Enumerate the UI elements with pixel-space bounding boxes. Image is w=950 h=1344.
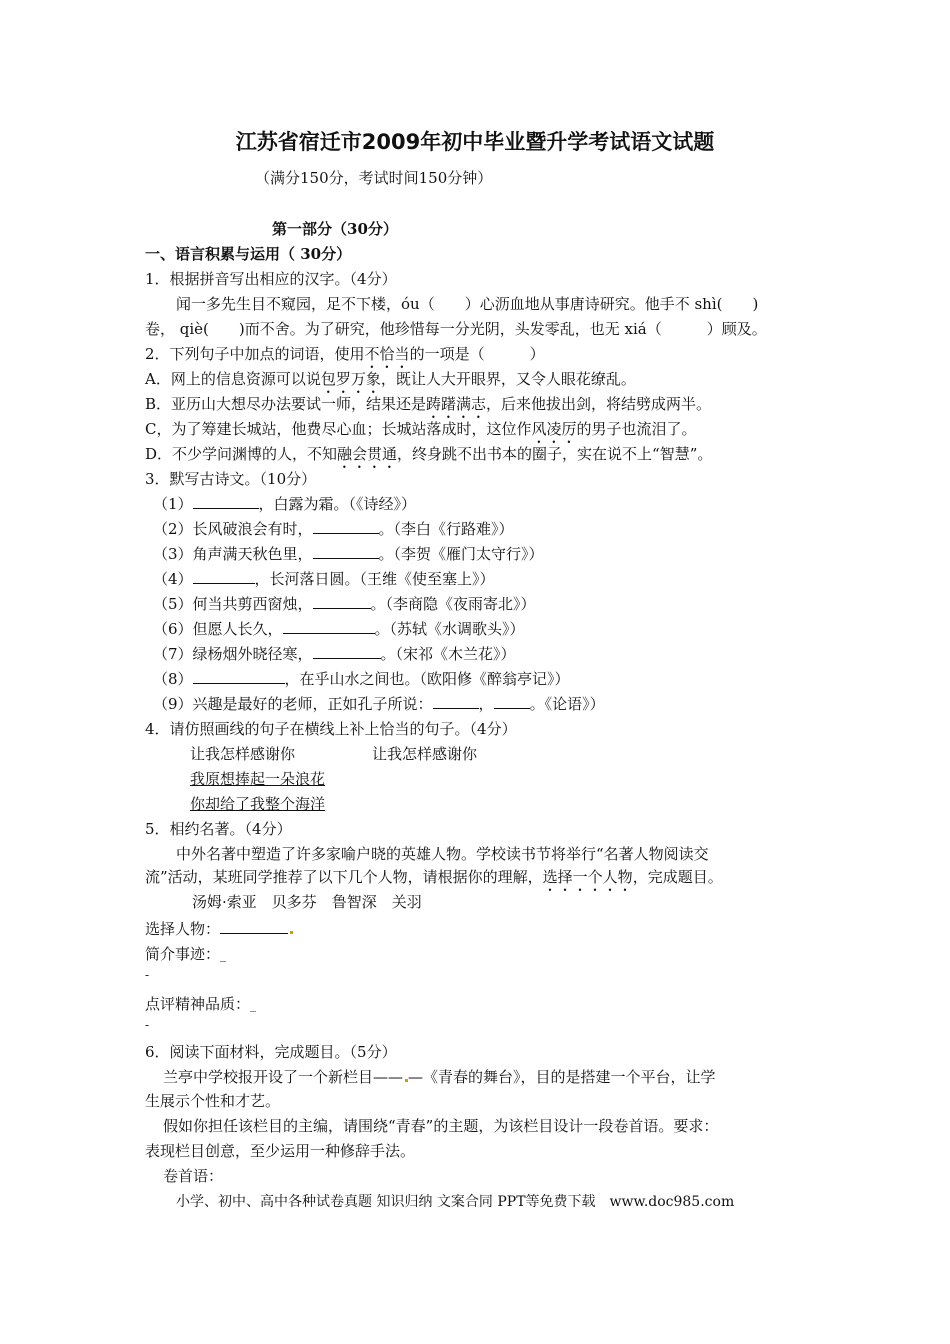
poem-line: 让我怎样感谢你 xyxy=(372,745,478,763)
dash-mark: - xyxy=(145,1018,150,1032)
q2-option-d: D．不少学问渊博的人，不知融会贯通，终身跳不出书本的圈子，实在说不上“智慧”。 xyxy=(145,445,713,463)
comment-label: 点评精神品质：_ xyxy=(145,995,257,1013)
footer-ad: 小学、初中、高中各种试卷真题 知识归纳 文案合同 PPT等免费下载 www.doc985.com xyxy=(176,1194,735,1210)
q3-item-6: （6）但愿人长久， 。（苏轼《水调歌头》） xyxy=(153,620,525,638)
answer-blank[interactable] xyxy=(193,668,285,684)
q6-para3: 表现栏目创意，至少运用一种修辞手法。 xyxy=(145,1142,416,1160)
q3-item-9: （9）兴趣是最好的老师，正如孔子所说： ， 。《论语》） xyxy=(153,695,605,713)
emphasis-mark: 不恰当 xyxy=(364,345,410,363)
q2-option-a: A．网上的信息资源可以说包罗万象，既让人大开眼界，又令人眼花缭乱。 xyxy=(145,370,636,388)
q2-option-b: B．亚历山大想尽办法要试一师，结果还是踌躇满志，后来他拔出剑，将结劈成两半。 xyxy=(145,395,712,413)
section-heading: 一、语言积累与运用（ 30分） xyxy=(145,245,352,263)
character-list: 汤姆·索亚 贝多芬 鲁智深 关羽 xyxy=(192,893,422,911)
q6-stem: 6．阅读下面材料，完成题目。（5分） xyxy=(145,1043,397,1061)
q3-item-5: （5）何当共剪西窗烛， 。（李商隐《夜雨寄北》） xyxy=(153,595,536,613)
q3-item-4: （4） ，长河落日圆。（王维《使至塞上》） xyxy=(153,570,495,588)
intro-label: 简介事迹：_ xyxy=(145,945,227,963)
q3-item-7: （7）绿杨烟外晓径寒， 。（宋祁《木兰花》） xyxy=(153,645,516,663)
q2-stem: 2．下列句子中加点的词语，使用不恰当的一项是（ ） xyxy=(145,345,545,363)
part-heading: 第一部分（30分） xyxy=(272,220,398,238)
q5-para2: 流”活动，某班同学推荐了以下几个人物，请根据你的理解，选择一个人物，完成题目。 xyxy=(145,868,723,886)
page-title: 江苏省宿迁市2009年初中毕业暨升学考试语文试题 xyxy=(235,130,715,154)
answer-blank[interactable] xyxy=(313,593,371,609)
answer-blank[interactable] xyxy=(193,568,255,584)
q3-item-1: （1） ，白露为霜。（《诗经》） xyxy=(153,495,417,513)
q1-stem: 1．根据拼音写出相应的汉字。（4分） xyxy=(145,270,397,288)
poem-line: 让我怎样感谢你 xyxy=(190,745,296,763)
poem-line-underlined: 我原想捧起一朵浪花 xyxy=(190,770,326,788)
answer-blank[interactable] xyxy=(313,543,379,559)
q3-stem: 3．默写古诗文。（10分） xyxy=(145,470,317,488)
exam-info: （满分150分，考试时间150分钟） xyxy=(255,169,493,187)
q6-para2: 假如你担任该栏目的主编，请围绕“青春”的主题，为该栏目设计一段卷首语。要求： xyxy=(163,1117,719,1135)
answer-blank[interactable] xyxy=(313,643,381,659)
answer-blank[interactable] xyxy=(220,918,288,934)
q2-option-c: C，为了筹建长城站，他费尽心血；长城站落成时，这位作风凌厉的男子也流泪了。 xyxy=(145,420,697,438)
q3-item-2: （2）长风破浪会有时， 。（李白《行路难》） xyxy=(153,520,514,538)
q5-stem: 5．相约名著。（4分） xyxy=(145,820,292,838)
answer-blank[interactable] xyxy=(433,693,479,709)
q5-para1: 中外名著中塑造了许多家喻户晓的英雄人物。学校读书节将举行“名著人物阅读交 xyxy=(176,845,709,863)
q4-stem: 4．请仿照画线的句子在横线上补上恰当的句子。（4分） xyxy=(145,720,517,738)
poem-line-underlined: 你却给了我整个海洋 xyxy=(190,795,326,813)
answer-blank[interactable] xyxy=(494,693,530,709)
answer-blank[interactable] xyxy=(193,493,259,509)
q1-line2: 卷， qiè( )而不舍。为了研究，他珍惜每一分光阴，头发零乱，也无 xiá（ ）顾及。 xyxy=(145,320,767,338)
q3-item-8: （8） ，在乎山水之间也。（欧阳修《醉翁亭记》） xyxy=(153,670,570,688)
q6-para1: 兰亭中学校报开设了一个新栏目—— —《青春的舞台》，目的是搭建一个平台，让学 xyxy=(163,1068,716,1086)
q3-item-3: （3）角声满天秋色里， 。（李贺《雁门太守行》） xyxy=(153,545,544,563)
answer-blank[interactable] xyxy=(283,618,375,634)
preface-label: 卷首语： xyxy=(163,1167,224,1185)
dash-mark: - xyxy=(145,968,150,982)
choose-character: 选择人物： xyxy=(145,918,293,939)
q1-line1: 闻一多先生目不窥园，足不下楼，óu（ ）心沥血地从事唐诗研究。他手不 shì( ) xyxy=(176,295,759,313)
q6-para1-cont: 生展示个性和才艺。 xyxy=(145,1092,281,1110)
answer-blank[interactable] xyxy=(313,518,379,534)
